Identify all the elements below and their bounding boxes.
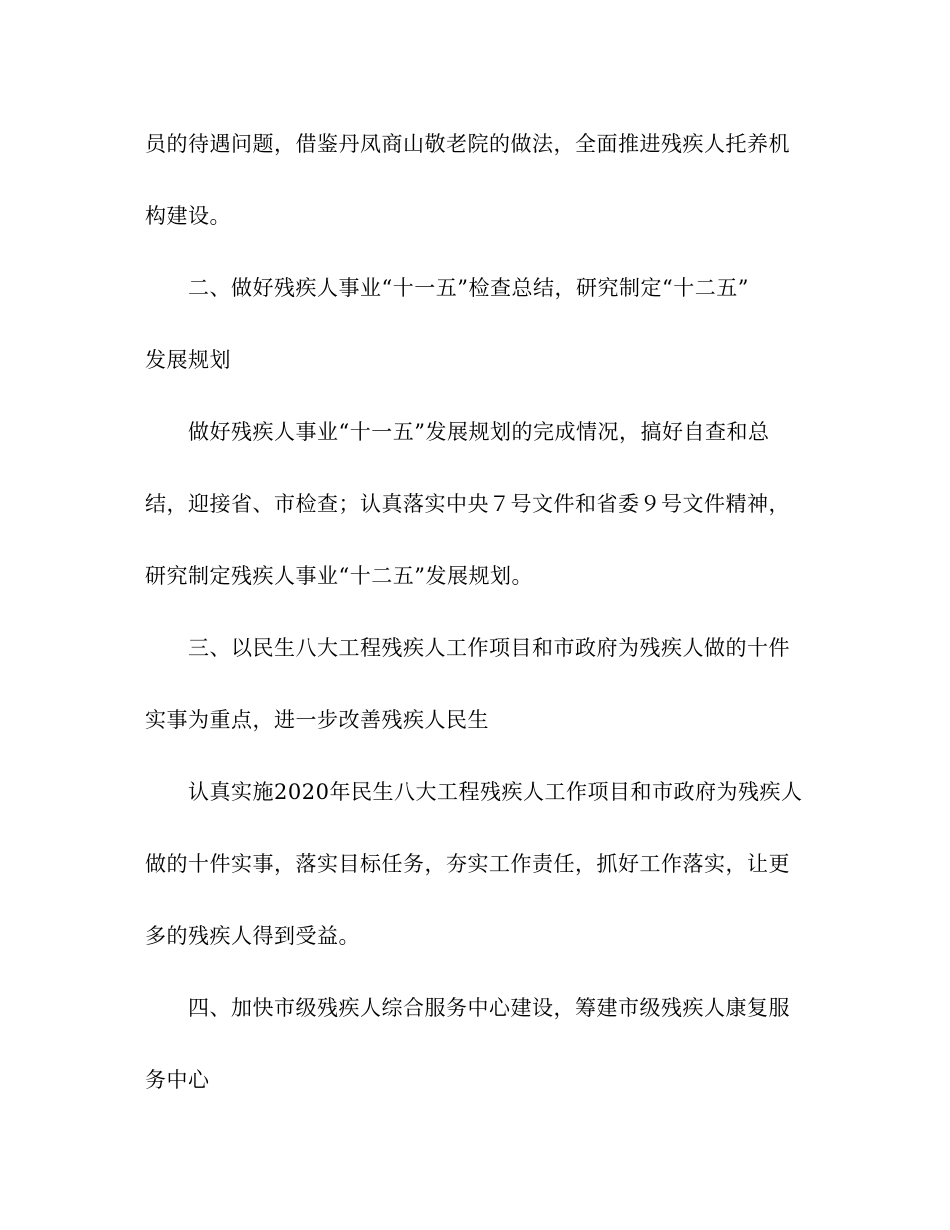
text-line: 构建设。 [145, 204, 231, 228]
section-heading-line: 四、加快市级残疾人综合服务中心建设，筹建市级残疾人康复服 [188, 996, 790, 1020]
text-line: 结，迎接省、市检查；认真落实中央７号文件和省委９号文件精神， [145, 492, 790, 516]
section-heading-line: 三、以民生八大工程残疾人工作项目和市政府为残疾人做的十件 [188, 636, 790, 660]
section-heading-line: 务中心 [145, 1068, 210, 1092]
text-line: 做的十件实事，落实目标任务，夯实工作责任，抓好工作落实，让更 [145, 852, 790, 876]
text-line: 研究制定残疾人事业“十二五”发展规划。 [145, 564, 533, 588]
section-heading-line: 实事为重点，进一步改善残疾人民生 [145, 708, 489, 732]
text-line: 员的待遇问题，借鉴丹凤商山敬老院的做法，全面推进残疾人托养机 [145, 132, 790, 156]
text-line: 认真实施2020年民生八大工程残疾人工作项目和市政府为残疾人 [188, 780, 803, 804]
section-heading-line: 二、做好残疾人事业“十一五”检查总结，研究制定“十二五” [188, 276, 749, 300]
section-heading-line: 发展规划 [145, 348, 231, 372]
text-line: 做好残疾人事业“十一五”发展规划的完成情况，搞好自查和总 [188, 420, 770, 444]
text-line: 多的残疾人得到受益。 [145, 924, 360, 948]
